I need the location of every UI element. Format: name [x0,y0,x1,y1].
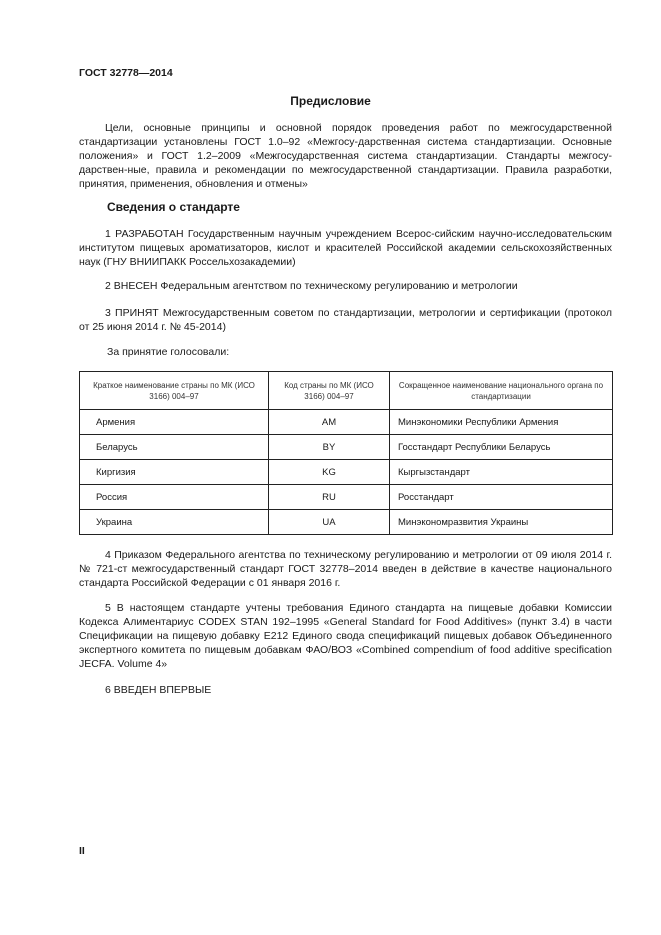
page-number: II [79,845,85,857]
foreword-heading: Предисловие [290,94,371,108]
standard-info-heading: Сведения о стандарте [107,200,240,214]
agency-cell: Кыргызстандарт [390,460,613,485]
member-states-table [79,371,613,535]
code-cell: UA [269,510,390,535]
info-item-4: 4 Приказом Федерального агентства по техническому регулированию и метрологии от 09 июля 2014 г. № 721-ст межгосударственный стандарт ГОСТ 32778–2014 введен в действие в качестве национального стандарта Российской Федерации с 01 января 2016 г. [79,549,612,589]
table-row [80,485,613,510]
code-cell: KG [269,460,390,485]
foreword-paragraph: Цели, основные принципы и основной порядок проведения работ по межгосударственной стандартизации установлены ГОСТ 1.0–92 «Межгосу-дарственная система стандартизации. Основные положения» и ГОСТ 1.2–2009 «Межгосударственная система стандартизации. Стандарты межгосу-дарствен-ные, правила и рекомендации по межгосударственной стандартизации. Правила разработки, принятия, применения, обновления и отмены» [79,122,612,190]
agency-cell: Минэкономразвития Украины [390,510,613,535]
document-code: ГОСТ 32778—2014 [79,67,173,79]
agency-cell: Минэкономики Республики Армения [390,410,613,435]
info-item-2: 2 ВНЕСЕН Федеральным агентством по техническому регулированию и метрологии [105,280,518,292]
code-cell: AM [269,410,390,435]
table-header-row [80,372,613,410]
code-cell: RU [269,485,390,510]
info-item-5: 5 В настоящем стандарте учтены требования Единого стандарта на пищевые добавки Комиссии Кодекса Алиментариус CODEX STAN 192–1995 «General Standard for Food Additives» (пункт 3.4) в части Спецификации на пищевую добавку Е212 Единого свода спецификаций пищевых добавок Объединенного экспертного комитета по пищевым добавкам ФАО/ВОЗ «Combined compendium of food additive specification JECFA. Volume 4» [79,602,612,670]
header-agency: Сокращенное наименование национального органа по стандартизации [390,372,613,410]
info-item-3: 3 ПРИНЯТ Межгосударственным советом по стандартизации, метрологии и сертификации (протокол от 25 июня 2014 г. № 45-2014) [79,307,612,333]
table-row [80,460,613,485]
country-cell: Киргизия [80,460,269,485]
country-cell: Армения [80,410,269,435]
agency-cell: Росстандарт [390,485,613,510]
table-row [80,435,613,460]
info-item-6: 6 ВВЕДЕН ВПЕРВЫЕ [105,684,212,696]
country-cell: Украина [80,510,269,535]
code-cell: BY [269,435,390,460]
voted-label: За принятие голосовали: [107,346,230,358]
info-item-1: 1 РАЗРАБОТАН Государственным научным учреждением Всерос-сийским научно-исследовательским институтом пищевых ароматизаторов, кислот и красителей Российской академии сельскохозяйственных наук (ГНУ ВНИИПАКК Россельхозакадемии) [79,228,612,268]
header-code: Код страны по МК (ИСО 3166) 004–97 [269,372,390,410]
header-country: Краткое наименование страны по МК (ИСО 3166) 004–97 [80,372,269,410]
country-cell: Россия [80,485,269,510]
country-cell: Беларусь [80,435,269,460]
table-row [80,510,613,535]
agency-cell: Госстандарт Республики Беларусь [390,435,613,460]
table-row [80,410,613,435]
